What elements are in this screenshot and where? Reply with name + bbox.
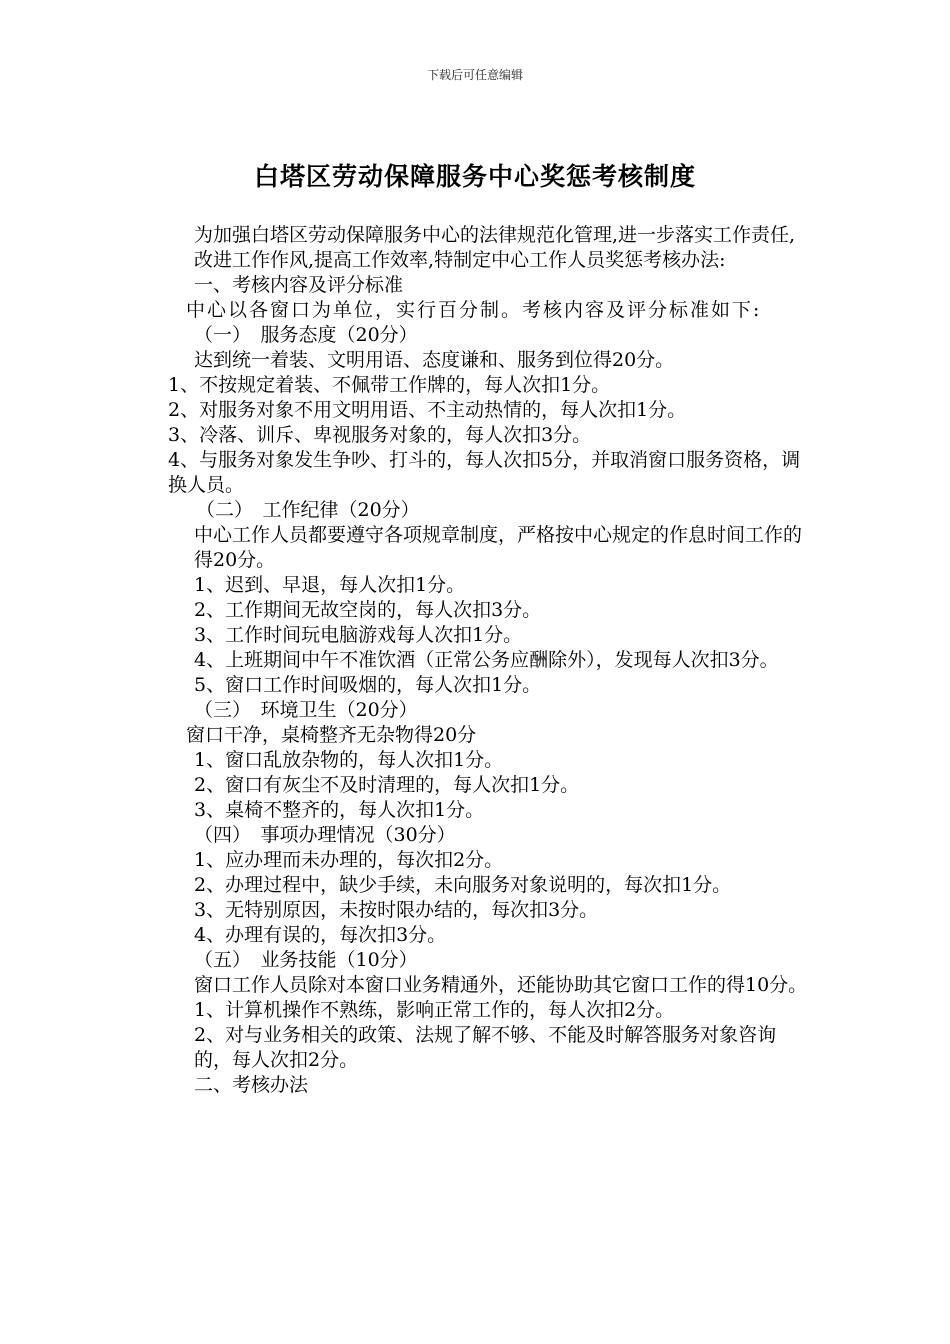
list-item: 2、工作期间无故空岗的，每人次扣3分。 (194, 599, 542, 621)
list-item: 1、窗口乱放杂物的，每人次扣1分。 (194, 749, 504, 771)
document-body (146, 223, 814, 1098)
list-item: 2、窗口有灰尘不及时清理的，每人次扣1分。 (194, 774, 580, 796)
list-item: 3、工作时间玩电脑游戏每人次扣1分。 (194, 624, 523, 646)
paragraph: 达到统一着装、文明用语、态度谦和、服务到位得20分。 (194, 349, 675, 371)
list-item: 3、无特别原因，未按时限办结的，每次扣3分。 (194, 899, 599, 921)
subsection-heading: （三） 环境卫生（20分） (194, 699, 418, 721)
subsection-heading: （二） 工作纪律（20分） (196, 499, 420, 521)
list-item: 5、窗口工作时间吸烟的，每人次扣1分。 (194, 674, 542, 696)
paragraph: 窗口干净，桌椅整齐无杂物得20分 (186, 724, 477, 746)
list-item: 1、应办理而未办理的，每次扣2分。 (194, 849, 504, 871)
page-header-note: 下载后可任意编辑 (426, 68, 523, 82)
intro-paragraph: 为加强白塔区劳动保障服务中心的法律规范化管理,进一步落实工作责任,改进工作作风,提高工作效率,特制定中心工作人员奖惩考核办法: (194, 224, 796, 271)
list-item: 1、不按规定着装、不佩带工作牌的，每人次扣1分。 (168, 374, 611, 396)
document-title: 白塔区劳动保障服务中心奖惩考核制度 (253, 162, 696, 191)
list-item: 4、办理有误的，每次扣3分。 (194, 924, 447, 946)
list-item: 1、迟到、早退，每人次扣1分。 (194, 574, 466, 596)
list-item: 3、桌椅不整齐的，每人次扣1分。 (194, 799, 485, 821)
subsection-heading: （四） 事项办理情况（30分） (194, 824, 456, 846)
section-heading-2: 二、考核办法 (194, 1074, 309, 1096)
list-item: 2、办理过程中，缺少手续，未向服务对象说明的，每次扣1分。 (194, 874, 732, 896)
list-item: 1、计算机操作不熟练，影响正常工作的，每人次扣2分。 (194, 999, 675, 1021)
list-item: 2、对与业务相关的政策、法规了解不够、不能及时解答服务对象咨询的，每人次扣2分。 (194, 1024, 777, 1071)
paragraph: 中心以各窗口为单位，实行百分制。考核内容及评分标准如下: (186, 299, 762, 321)
subsection-heading: （五） 业务技能（10分） (194, 949, 418, 971)
list-item: 3、冷落、训斥、卑视服务对象的，每人次扣3分。 (168, 424, 592, 446)
list-item: 4、上班期间中午不准饮酒（正常公务应酬除外），发现每人次扣3分。 (194, 649, 779, 671)
subsection-heading: （一） 服务态度（20分） (194, 324, 418, 346)
paragraph: 窗口工作人员除对本窗口业务精通外，还能协助其它窗口工作的得10分。 (194, 974, 808, 996)
paragraph: 中心工作人员都要遵守各项规章制度，严格按中心规定的作息时间工作的得20分。 (194, 524, 803, 571)
list-item: 2、对服务对象不用文明用语、不主动热情的，每人次扣1分。 (168, 399, 687, 421)
section-heading-1: 一、考核内容及评分标准 (194, 274, 404, 296)
list-item: 4、与服务对象发生争吵、打斗的，每人次扣5分，并取消窗口服务资格，调换人员。 (168, 449, 801, 496)
